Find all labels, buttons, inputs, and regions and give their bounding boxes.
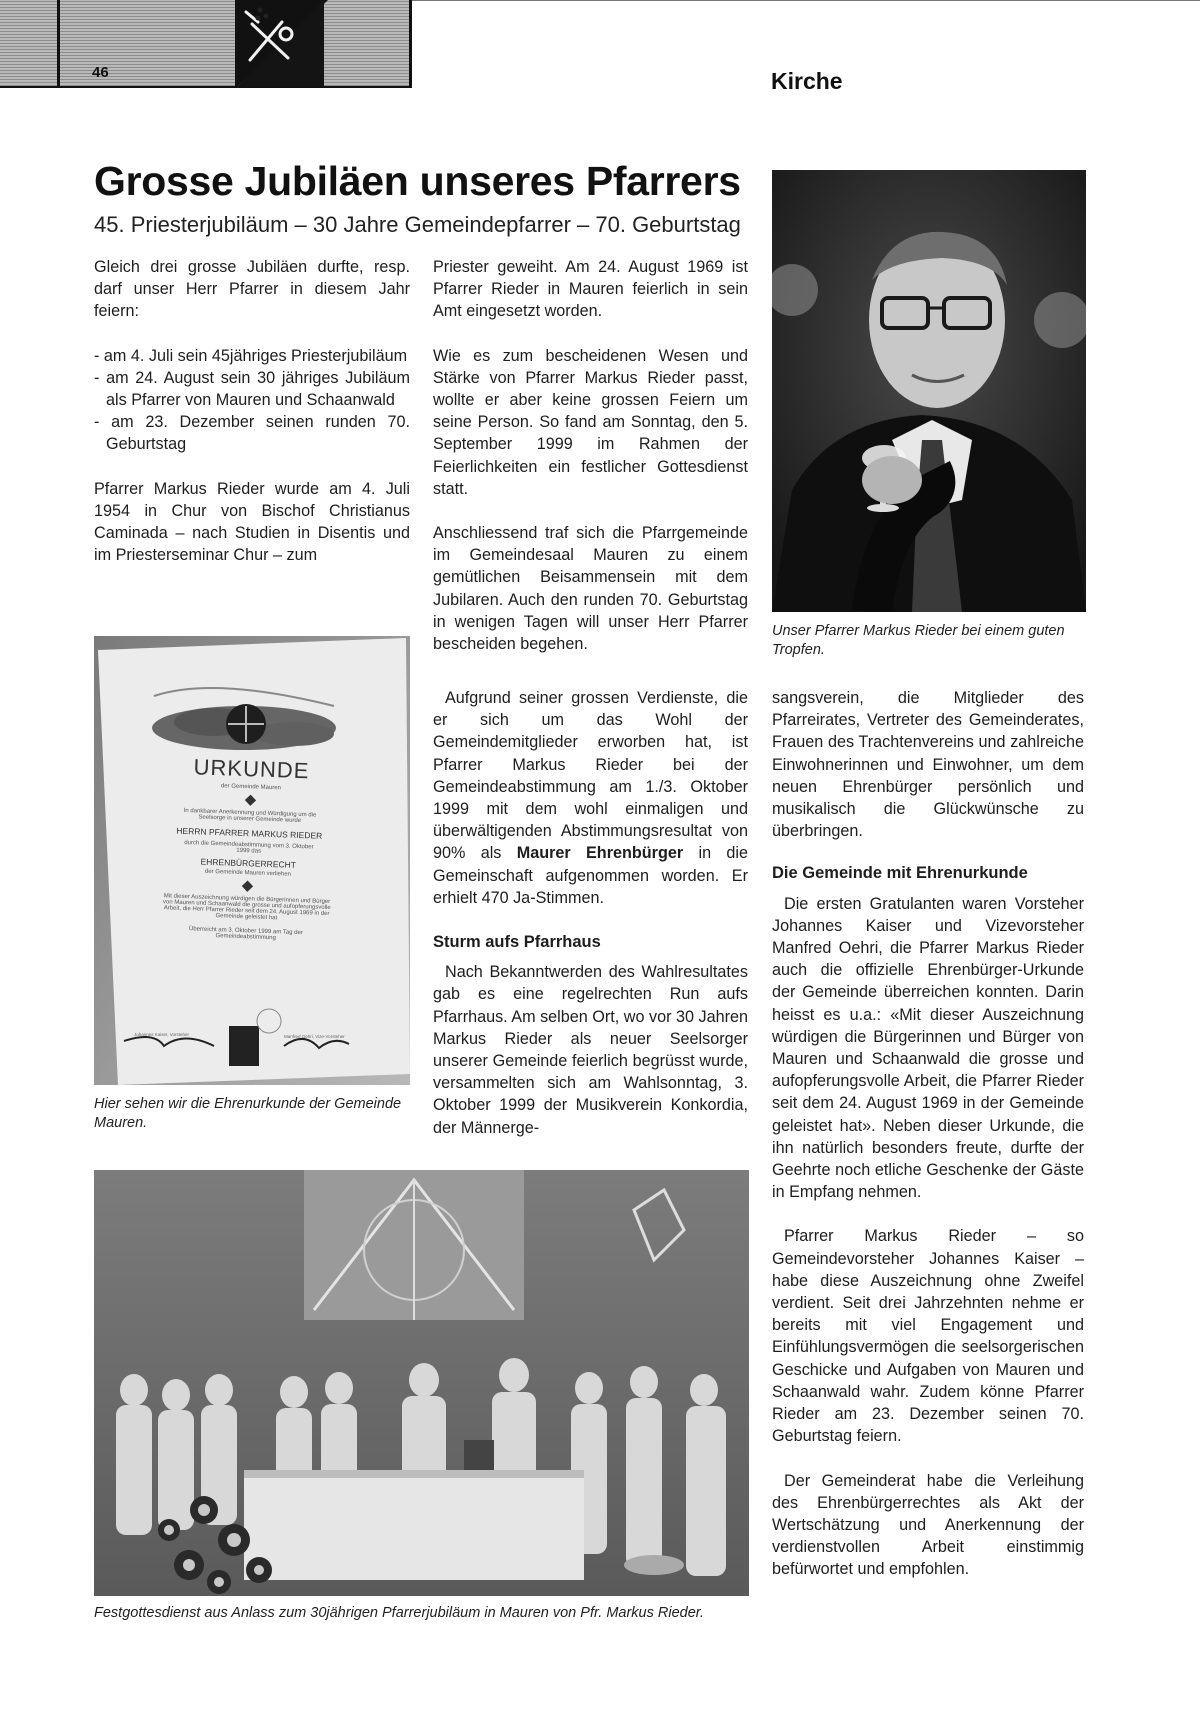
list-item: - am 23. Dezember seinen runden 70. Geburtstag <box>94 413 410 454</box>
ehrenbuerger-highlight: Maurer Ehrenbürger <box>516 844 684 863</box>
paragraph: Pfarrer Markus Rieder – so Gemeindevorsteher Johannes Kaiser – habe diese Auszeichnung ohne Zweifel verdient. Seit drei Jahrzehnten nehme er bereits mit viel Engagement und Einfühlungsvermögen die seelsorgerischen Geschicke und Aufgaben von Mauren und Schaanwald wahr. Zudem könne Pfarrer Rieder am 23. Dezember seinen 70. Geburtstag feiern. <box>772 1227 1084 1446</box>
paragraph: Nach Bekanntwerden des Wahlresultates gab es eine regelrechten Run aufs Pfarrhaus. Am selben Ort, wo vor 30 Jahren Markus Rieder als neuer Seelsorger unserer Gemeinde feierlich begrüsst wurde, versammelten sich am Wahlsonntag, 3. Oktober 1999 der Musikverein Konkordia, der Männerge- <box>433 963 748 1137</box>
certificate-line: EHRENBÜRGERRECHT <box>200 856 297 870</box>
tools-emblem-icon <box>238 0 324 86</box>
section-label: Kirche <box>771 68 843 94</box>
article-subtitle: 45. Priesterjubiläum – 30 Jahre Gemeindepfarrer – 70. Geburtstag <box>94 212 741 237</box>
certificate-line: In dankbarer Anerkennung und Würdigung um die Seelsorge in unserer Gemeinde wurde <box>183 807 317 825</box>
column-2-top <box>433 256 748 655</box>
church-service-photo <box>94 1170 749 1596</box>
certificate-line: Überreicht am 3. Oktober 1999 am Tag der Gemeindeabstimmung <box>188 926 303 942</box>
header-cell <box>0 0 60 86</box>
signature-left-label: Johannes Kaiser, Vorsteher <box>134 1032 190 1037</box>
portrait-caption: Unser Pfarrer Markus Rieder bei einem guten Tropfen. <box>772 623 1065 658</box>
column-1-top <box>94 256 410 566</box>
section-heading: Die Gemeinde mit Ehrenurkunde <box>772 864 1028 883</box>
column-3 <box>772 687 1084 1581</box>
paragraph-text: in die Gemeinschaft aufgenommen worden. Er erhielt 470 Ja-Stimmen. <box>433 844 748 907</box>
church-caption: Festgottesdienst aus Anlass zum 30jährigen Pfarrerjubiläum in Mauren von Pfr. Markus Rieder. <box>94 1605 705 1621</box>
certificate-line: durch die Gemeindeabstimmung vom 3. Oktober 1999 das <box>184 839 314 855</box>
list-item: - am 4. Juli sein 45jähriges Priesterjubiläum <box>94 346 408 365</box>
paragraph: Der Gemeinderat habe die Verleihung des Ehrenbürgerrechtes als Akt der Wertschätzung und Anerkennung der verdienstvollen Arbeit einstimmig befürwortet und empfohlen. <box>772 1471 1084 1579</box>
paragraph: Wie es zum bescheidenen Wesen und Stärke von Pfarrer Markus Rieder passt, wollte er aber keine grossen Feiern um seine Person. So fand am Sonntag, den 5. September 1999 im Rahmen der Feierlichkeiten ein festlicher Gottesdienst statt. <box>433 346 748 498</box>
certificate-line: der Gemeinde Mauren verliehen <box>204 868 292 878</box>
header-cell <box>60 0 238 86</box>
biography-paragraph: Pfarrer Markus Rieder wurde am 4. Juli 1954 in Chur von Bischof Christianus Caminada – nach Studien in Disentis und im Priesterseminar Chur – zum <box>94 479 410 565</box>
paragraph-text: Aufgrund seiner grossen Verdienste, die er sich um das Wohl der Gemeindemitglieder erworben hat, ist Pfarrer Markus Rieder bei der Gemeindeabstimmung am 1./3. Oktober 1999 mit dem wohl einmaligen und überwältigenden Abstimmungsresultat von 90% als <box>433 689 748 863</box>
portrait-illustration <box>772 170 1086 612</box>
certificate-photo <box>94 636 410 1085</box>
diamond-icon <box>242 881 253 892</box>
citizenship-paragraph <box>433 687 748 909</box>
paragraph: Die ersten Gratulanten waren Vorsteher Johannes Kaiser und Vizevorsteher Manfred Oehri, die Pfarrer Markus Rieder auch die offizielle Ehrenbürger-Urkunde der Gemeinde überreichen konnten. Darin heisst es u.a.: «Mit dieser Auszeichnung würdigen die Bürgerinnen und Bürger von Mauren und Schaanwald die grosse und aufopferungsvolle Arbeit, die Pfarrer Rieder seit dem 24. August 1969 in der Gemeinde geleistet hat». Neben dieser Urkunde, die ihn natürlich besonders freute, durfte der Geehrte noch etliche Geschenke der Gäste in Empfang nehmen. <box>772 894 1084 1202</box>
certificate-line: Mit dieser Auszeichnung würdigen die Bürgerinnen und Bürger von Mauren und Schaanwald die grosse und aufopferungsvolle Arbeit, die Herr Pfarrer Rieder seit dem 24. August 1969 in der Gemeinde geleistet hat <box>162 893 331 922</box>
church-illustration <box>94 1170 749 1596</box>
signature-right-label: Manfred Oehri, Vize-Vorsteher <box>284 1034 345 1039</box>
header-rule <box>412 0 1200 1</box>
article-title: Grosse Jubiläen unseres Pfarrers <box>94 158 741 204</box>
jubilee-list <box>94 345 410 456</box>
paragraph: sangsverein, die Mitglieder des Pfarreirates, Vertreter des Gemeinderates, Frauen des Trachtenvereins und zahlreiche Einwohnerinnen und Einwohner, um dem neuen Ehrenbürger persönlich und musikalisch die Glückwünsche zu überbringen. <box>772 689 1084 841</box>
certificate-line: der Gemeinde Mauren <box>220 783 282 792</box>
certificate-title: URKUNDE <box>193 754 310 784</box>
portrait-photo <box>772 170 1086 612</box>
diamond-icon <box>245 795 256 806</box>
intro-paragraph: Gleich drei grosse Jubiläen durfte, resp. darf unser Herr Pfarrer in diesem Jahr feiern: <box>94 258 410 321</box>
section-heading: Sturm aufs Pfarrhaus <box>433 933 601 952</box>
column-2-bottom <box>433 687 748 1139</box>
page-number: 46 <box>92 64 109 81</box>
paragraph: Anschliessend traf sich die Pfarrgemeinde im Gemeindesaal Mauren zu einem gemütlichen Beisammensein mit dem Jubilaren. Auch den runden 70. Geburtstag in wenigen Tagen will unser Herr Pfarrer bescheiden begehen. <box>433 524 748 654</box>
certificate-line: HERRN PFARRER MARKUS RIEDER <box>176 825 323 841</box>
certificate-caption: Hier sehen wir die Ehrenurkunde der Gemeinde Mauren. <box>94 1096 402 1131</box>
list-item: - am 24. August sein 30 jähriges Jubiläum als Pfarrer von Mauren und Schaanwald <box>94 368 410 410</box>
paragraph: Priester geweiht. Am 24. August 1969 ist Pfarrer Rieder in Mauren feierlich in sein Amt eingesetzt worden. <box>433 258 748 321</box>
page-header-band <box>0 0 412 88</box>
